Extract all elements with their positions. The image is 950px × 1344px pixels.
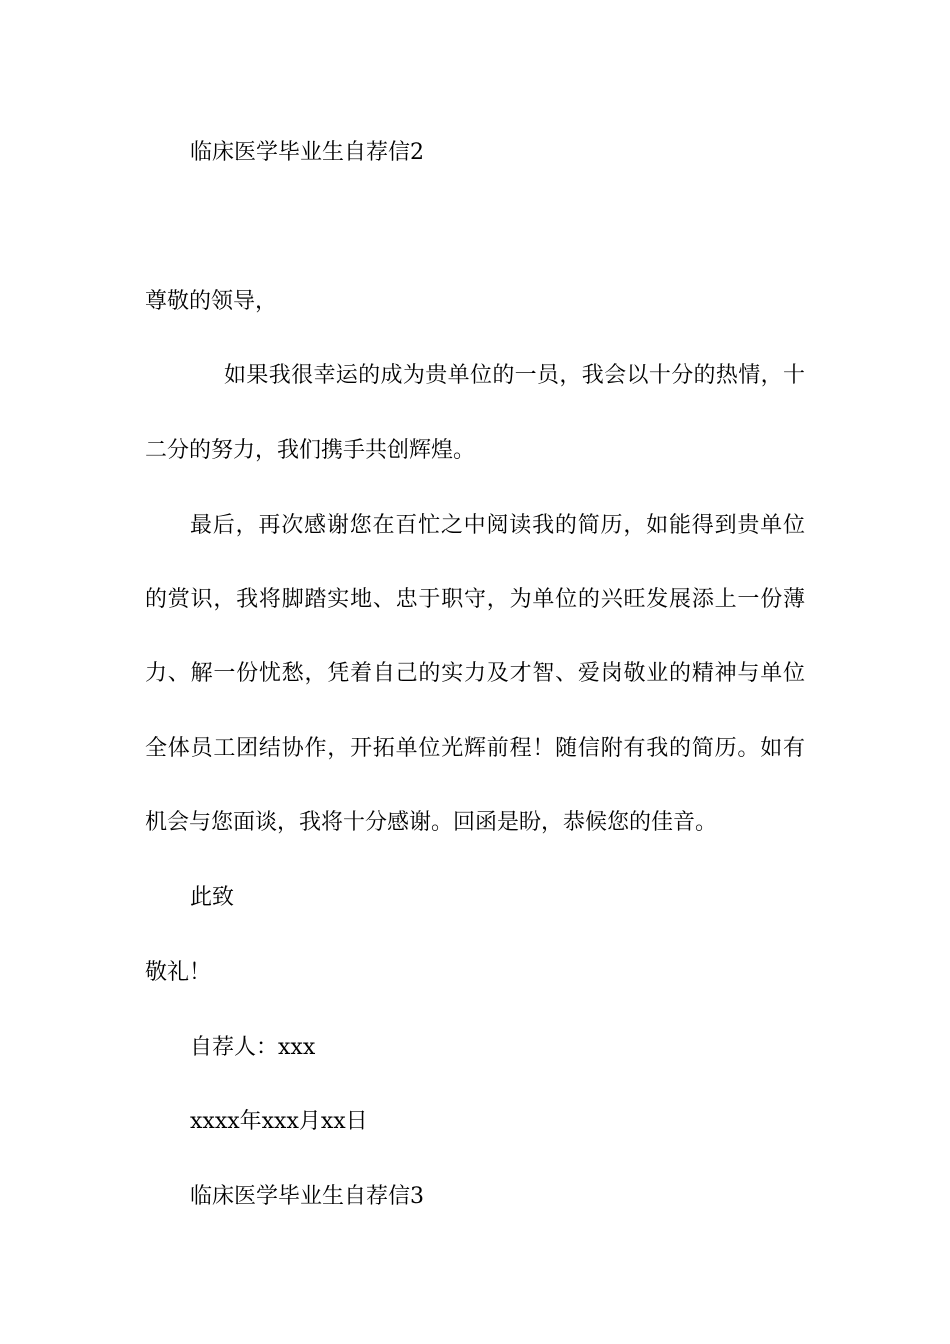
salutation: 尊敬的领导， [145,289,278,314]
signature: 自荐人：xxx [190,1035,316,1060]
letter-heading: 临床医学毕业生自荐信2 [190,140,424,165]
paragraph-line: 力、解一份忧愁，凭着自己的实力及才智、爱岗敬业的精神与单位 [145,661,805,686]
letter-heading: 临床医学毕业生自荐信3 [190,1184,424,1209]
paragraph-line: 的赏识，我将脚踏实地、忠于职守，为单位的兴旺发展添上一份薄 [145,587,805,612]
paragraph-line: 机会与您面谈，我将十分感谢。回函是盼，恭候您的佳音。 [145,810,718,835]
paragraph-line: 最后，再次感谢您在百忙之中阅读我的简历，如能得到贵单位 [190,513,805,538]
paragraph-line: 如果我很幸运的成为贵单位的一员，我会以十分的热情，十 [224,363,805,388]
date: xxxx年xxx月xx日 [190,1109,368,1134]
paragraph-line: 全体员工团结协作，开拓单位光辉前程！随信附有我的简历。如有 [145,736,805,761]
paragraph-line: 二分的努力，我们携手共创辉煌。 [145,438,476,463]
closing-line: 敬礼！ [145,960,212,985]
closing-line: 此致 [190,885,235,910]
